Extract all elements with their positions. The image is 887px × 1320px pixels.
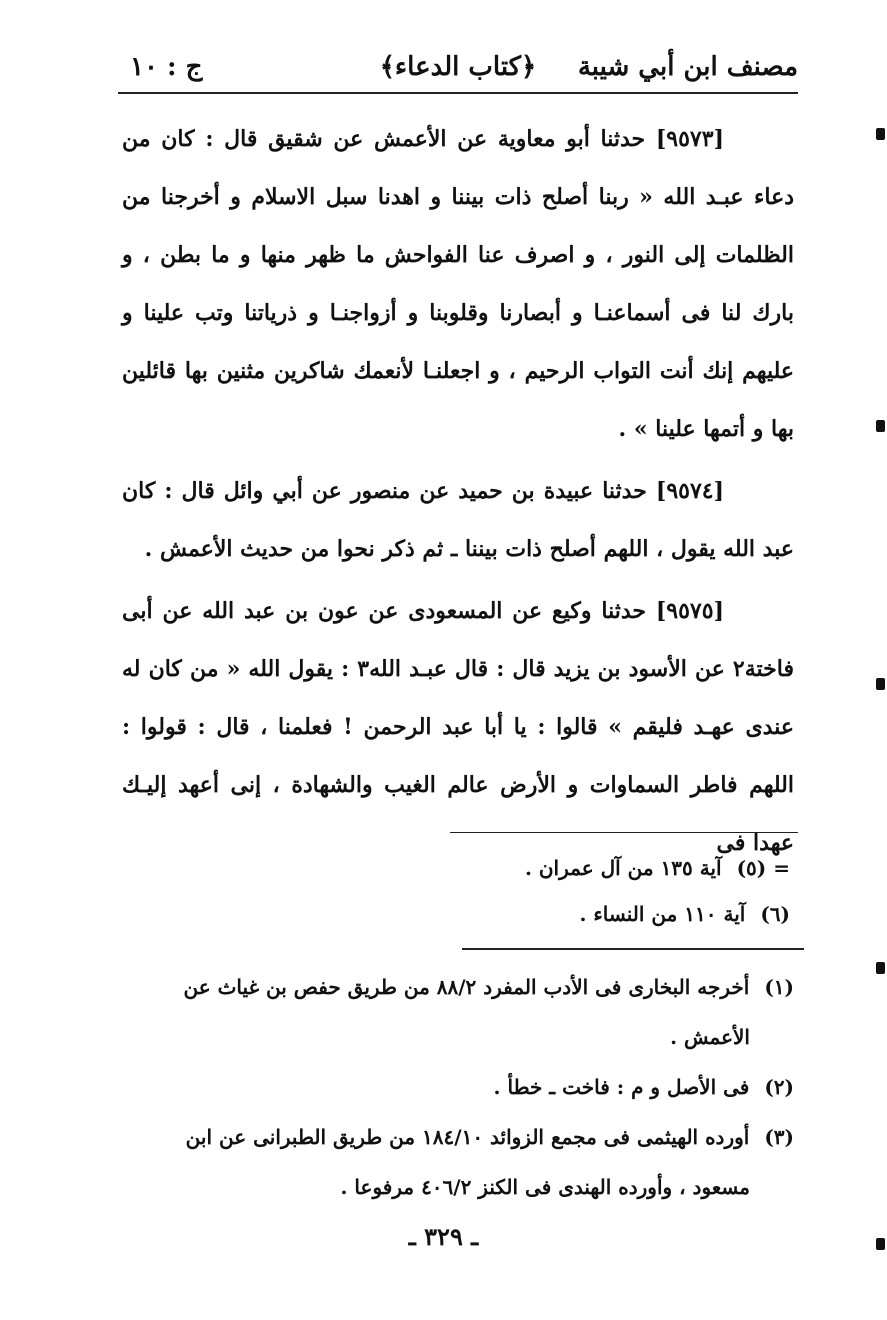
footnote: [122, 962, 794, 1062]
footnote: [122, 1062, 794, 1112]
footnote-text: فى الأصل و م : فاخت ـ خطأ .: [493, 1075, 750, 1099]
hadith-text: حدثنا أبو معاوية عن الأعمش عن شقيق قال : كان من دعاء عبـد الله « ربنا أصلح ذات بيننا و اهدنا سبل الاسلام و أخرجنا من الظلمات إلى النور ، و اصرف عنا الفواحش ما ظهر منها و ما بطن ، و بارك لنا فى أسماعنـا و أبصارنا وقلوبنا و أزواجنـا و ذرياتنا وتب علينا و عليهم إنك أنت التواب الرحيم ، و اجعلنـا لأنعمك شاكرين مثنين بها قائلين بها و أتمها علينا » .: [122, 126, 794, 442]
margin-mark: [876, 678, 885, 690]
main-text: [122, 110, 794, 872]
footnote: [122, 1112, 794, 1212]
note-text: آية ١٣٥ من آل عمران .: [524, 856, 722, 880]
hadith-paragraph: [122, 110, 794, 458]
hadith-number: [٩٥٧٣]: [655, 126, 724, 152]
note-prefix: =: [773, 856, 790, 880]
footnote-text: أخرجه البخارى فى الأدب المفرد ٨٨/٢ من طريق حفص بن غياث عن الأعمش .: [183, 975, 750, 1049]
footnote-number: (٣): [764, 1125, 794, 1149]
margin-mark: [876, 128, 885, 140]
header-rule: [118, 92, 798, 94]
note-text: آية ١١٠ من النساء .: [579, 902, 746, 926]
footnote-rule: [450, 832, 798, 833]
hadith-number: [٩٥٧٥]: [655, 598, 724, 624]
footnotes: [122, 962, 794, 1212]
note-number: (٥): [736, 856, 767, 880]
footnote-text: أورده الهيثمى فى مجمع الزوائد ١٨٤/١٠ من طريق الطبرانى عن ابن مسعود ، وأورده الهندى فى الكنز ٤٠٦/٢ مرفوعا .: [185, 1125, 750, 1199]
page-number: ـ ٣٢٩ ـ: [408, 1222, 479, 1251]
margin-mark: [876, 1238, 885, 1250]
hadith-paragraph: [122, 462, 794, 578]
footnote-rule: [462, 948, 804, 950]
hadith-number: [٩٥٧٤]: [655, 478, 724, 504]
continued-notes: [440, 845, 790, 937]
continued-note: [440, 845, 790, 891]
footnote-number: (١): [764, 975, 794, 999]
margin-mark: [876, 962, 885, 974]
margin-mark: [876, 420, 885, 432]
volume-number: ج : ١٠: [130, 52, 203, 82]
footnote-number: (٢): [764, 1075, 794, 1099]
running-header: [118, 40, 798, 92]
note-number: (٦): [760, 902, 790, 926]
hadith-text: حدثنا وكيع عن المسعودى عن عون بن عبد الله عن أبى فاختة٢ عن الأسود بن يزيد قال : قال عبـد الله٣ : يقول الله « من كان له عندى عهـد فليقم » قالوا : يا أبا عبد الرحمن ! فعلمنا ، قال : قولوا : اللهم فاطر السماوات و الأرض عالم الغيب والشهادة ، إنى أعهد إليـك عهدا فى: [122, 598, 795, 856]
book-title: مصنف ابن أبي شيبة: [577, 52, 798, 82]
chapter-title: ﴿كتاب الدعاء﴾: [379, 52, 537, 82]
hadith-text: حدثنا عبيدة بن حميد عن منصور عن أبي وائل قال : كان عبد الله يقول ، اللهم أصلح ذات بيننا ـ ثم ذكر نحوا من حديث الأعمش .: [122, 478, 794, 562]
hadith-paragraph: [122, 582, 794, 872]
continued-note: [440, 891, 790, 937]
